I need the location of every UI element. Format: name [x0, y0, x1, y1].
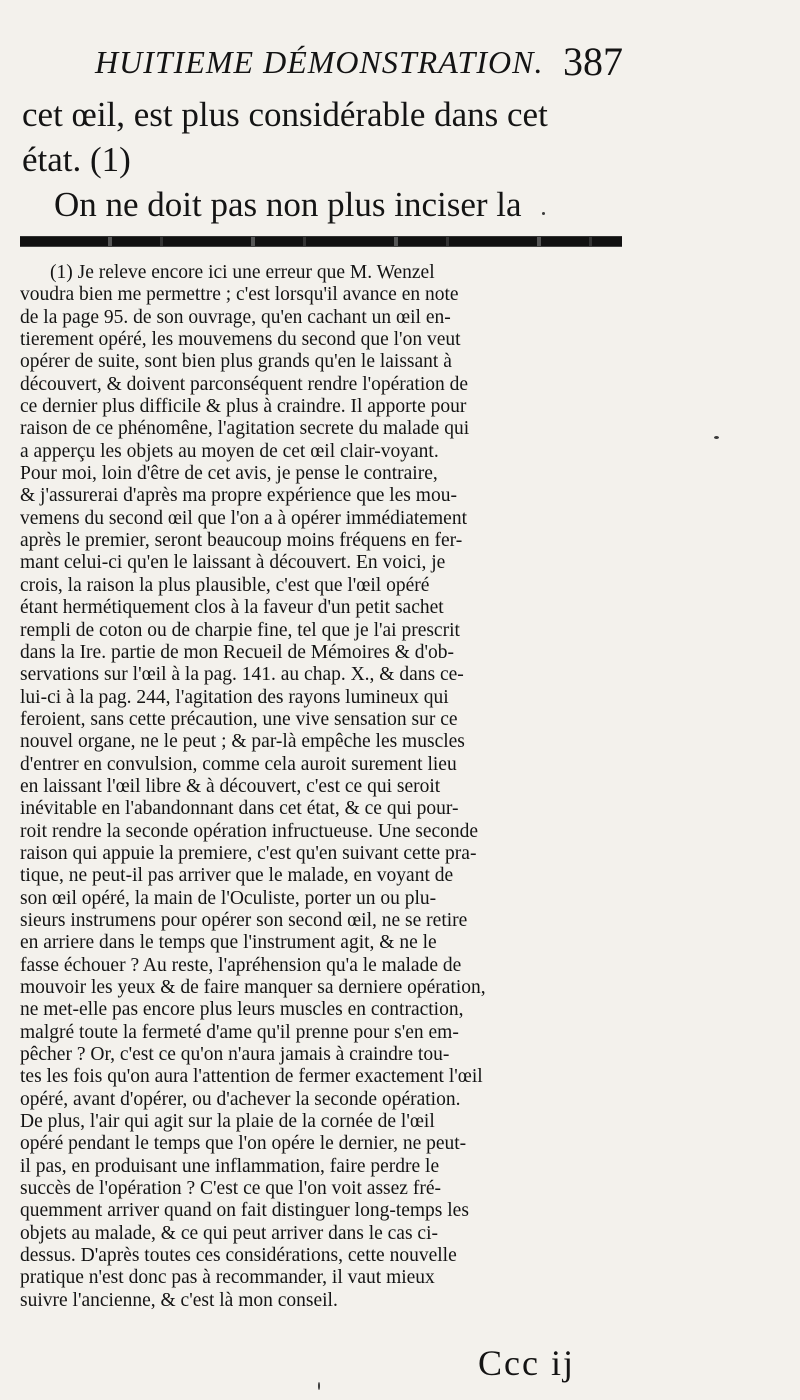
footnote-line: Pour moi, loin d'être de cet avis, je pense le contraire,: [20, 463, 438, 485]
footnote-line: roit rendre la seconde opération infructueuse. Une seconde: [20, 820, 479, 842]
footnote-line: en arriere dans le temps que l'instrument agit, & ne le: [20, 932, 437, 954]
footnote-line: son œil opéré, la main de l'Oculiste, porter un ou plu-: [20, 887, 437, 909]
footnote-line: (1) Je releve encore ici une erreur que M. Wenzel: [50, 262, 435, 283]
footnote-line: il pas, en produisant une inflammation, faire perdre le: [20, 1155, 440, 1177]
footnote-line: vemens du second œil que l'on a à opérer immédiatement: [20, 507, 467, 529]
footnote-line: tique, ne peut-il pas arriver que le malade, en voyant de: [20, 865, 454, 887]
running-head: [95, 36, 655, 86]
main-text: [22, 92, 632, 227]
footnote-line: tierement opéré, les mouvemens du second que l'on veut: [20, 329, 461, 351]
footnote-line: a apperçu les objets au moyen de cet œil clair-voyant.: [20, 440, 439, 462]
footnote-line: voudra bien me permettre ; c'est lorsqu'il avance en note: [20, 284, 459, 306]
footnote-line: De plus, l'air qui agit sur la plaie de la cornée de l'œil: [20, 1111, 435, 1133]
footnote-line: quemment arriver quand on fait distinguer long-temps les: [20, 1200, 469, 1222]
footnote-line: raison qui appuie la premiere, c'est qu'en suivant cette pra-: [20, 842, 477, 864]
ink-speck: [318, 1382, 320, 1390]
main-text-line: état. (1): [22, 140, 131, 179]
main-text-line: On ne doit pas non plus inciser la: [54, 185, 522, 224]
footnote-line: d'entrer en convulsion, comme cela auroit surement lieu: [20, 753, 457, 775]
footnote-line: raison de ce phénomêne, l'agitation secrete du malade qui: [20, 418, 470, 440]
footnote-line: nouvel organe, ne le peut ; & par-là empêche les muscles: [20, 731, 465, 753]
main-text-line: cet œil, est plus considérable dans cet: [22, 95, 548, 134]
footnote-line: rempli de coton ou de charpie fine, tel que je l'ai prescrit: [20, 619, 460, 641]
footnote-line: sieurs instrumens pour opérer son second œil, ne se retire: [20, 909, 468, 931]
footnote-line: opérer de suite, sont bien plus grands qu'en le laissant à: [20, 351, 452, 373]
signature-mark: Ccc ij: [478, 1343, 575, 1383]
footnote-line: fasse échouer ? Au reste, l'apréhension qu'a le malade de: [20, 954, 462, 976]
footnote-line: inévitable en l'abandonnant dans cet état, & ce qui pour-: [20, 798, 459, 820]
footnote-line: mouvoir les yeux & de faire manquer sa derniere opération,: [20, 977, 486, 998]
footnote-line: dans la Ire. partie de mon Recueil de Mémoires & d'ob-: [20, 641, 454, 663]
footnote-line: feroient, sans cette précaution, une vive sensation sur ce: [20, 708, 458, 730]
footnote-line: après le premier, seront beaucoup moins fréquens en fer-: [20, 530, 463, 552]
footnote-line: découvert, & doivent parconséquent rendre l'opération de: [20, 373, 469, 395]
running-title: HUITIEME DÉMONSTRATION.: [95, 44, 544, 80]
ink-speck: [714, 436, 719, 439]
footnote-line: étant hermétiquement clos à la faveur d'un petit sachet: [20, 597, 444, 619]
footnote-line: opéré, avant d'opérer, ou d'achever la seconde opération.: [20, 1088, 461, 1110]
footnote-line: pratique n'est donc pas à recommander, il vaut mieux: [20, 1267, 435, 1289]
footnote-line: ne met-elle pas encore plus leurs muscles en contraction,: [20, 999, 464, 1021]
footnote-line: & j'assurerai d'après ma propre expérience que les mou-: [20, 485, 457, 507]
footnote-line: de la page 95. de son ouvrage, qu'en cachant un œil en-: [20, 306, 451, 328]
footnote-line: objets au malade, & ce qui peut arriver dans le cas ci-: [20, 1222, 438, 1244]
footnote-line: crois, la raison la plus plausible, c'est que l'œil opéré: [20, 574, 430, 596]
footnote-line: opéré pendant le temps que l'on opére le dernier, ne peut-: [20, 1133, 467, 1155]
footnote-line: dessus. D'après toutes ces considérations, cette nouvelle: [20, 1245, 457, 1267]
footnote-line: pêcher ? Or, c'est ce qu'on n'aura jamais à craindre tou-: [20, 1044, 450, 1066]
footnote-line: en laissant l'œil libre & à découvert, c'est ce qui seroit: [20, 775, 441, 797]
page-number: 387: [563, 39, 623, 84]
footnote-line: servations sur l'œil à la pag. 141. au chap. X., & dans ce-: [20, 664, 464, 686]
footnote-line: ce dernier plus difficile & plus à craindre. Il apporte pour: [20, 396, 467, 418]
footnote-line: suivre l'ancienne, & c'est là mon conseil.: [20, 1289, 338, 1311]
footnote: [20, 262, 630, 1312]
footnote-line: lui-ci à la pag. 244, l'agitation des rayons lumineux qui: [20, 686, 449, 708]
separator-rule: [20, 236, 622, 247]
footnote-line: mant celui-ci qu'en le laissant à découvert. En voici, je: [20, 552, 446, 574]
footnote-line: malgré toute la fermeté d'ame qu'il prenne pour s'en em-: [20, 1021, 459, 1043]
footnote-line: tes les fois qu'on aura l'attention de fermer exactement l'œil: [20, 1066, 483, 1088]
footnote-line: succès de l'opération ? C'est ce que l'on voit assez fré-: [20, 1178, 441, 1200]
